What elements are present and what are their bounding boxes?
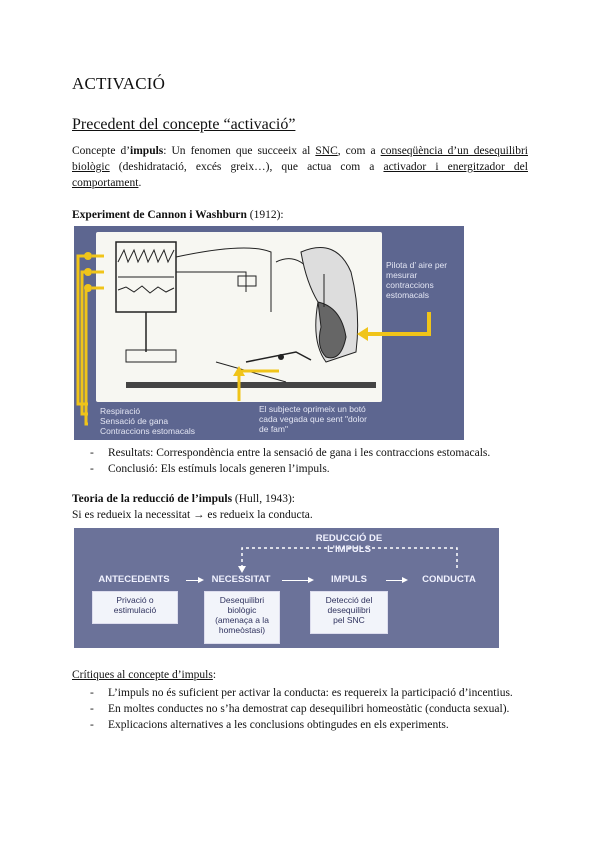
label-subjecte: El subjecte oprimeix un botó cada vegada que sent "dolor de fam" xyxy=(259,404,367,434)
box-impuls: Detecció del desequilibri pel SNC xyxy=(310,591,388,634)
arrow-2 xyxy=(282,580,312,581)
hull-summary: Si es redueix la necessitat → es redueix la conducta. xyxy=(72,509,313,521)
arrow-1 xyxy=(186,580,202,581)
stage-necessitat: NECESSITAT xyxy=(211,574,271,585)
critiques-heading: Crítiques al concepte d’impuls: xyxy=(72,669,217,681)
page-title: ACTIVACIÓ xyxy=(72,74,166,93)
label-pilota: Pilota d’ aire per mesurar contraccions estomacals xyxy=(386,260,448,300)
box-necessitat: Desequilibri biològic (amenaça a la homeòstasi) xyxy=(204,591,280,644)
list-item: - Resultats: Correspondència entre la sensació de gana i les contraccions estomacals. xyxy=(90,445,530,461)
label-legend: Respiració Sensació de gana Contraccions estomacals xyxy=(100,406,195,436)
feedback-loop xyxy=(74,528,499,648)
critiques-list xyxy=(90,685,530,733)
box-antecedents: Privació o estimulació xyxy=(92,591,178,624)
cannon-results-list xyxy=(90,445,530,477)
stage-impuls: IMPULS xyxy=(331,574,367,585)
reduccio-label: REDUCCIÓ DE L’IMPULS xyxy=(315,533,383,555)
hull-heading: Teoria de la reducció de l’impuls (Hull, 1943): xyxy=(72,493,295,505)
intro-paragraph: Concepte d’impuls: Un fenomen que succeeix al SNC, com a conseqüència d’un desequilibri biològic (deshidratació, excés greix…), que actua com a activador i energitzador del comportament. xyxy=(72,145,528,189)
list-item: - Explicacions alternatives a les conclusions obtingudes en els experiments. xyxy=(90,717,530,733)
cannon-heading: Experiment de Cannon i Washburn (1912): xyxy=(72,209,284,221)
arrow-3 xyxy=(386,580,406,581)
list-item: - L’impuls no és suficient per activar la conducta: es requereix la participació d’incentius. xyxy=(90,685,530,701)
cannon-experiment-figure xyxy=(74,226,464,440)
stage-antecedents: ANTECEDENTS xyxy=(98,574,170,585)
list-item: - Conclusió: Els estímuls locals generen l’impuls. xyxy=(90,461,530,477)
hull-drive-reduction-diagram xyxy=(74,528,499,648)
stage-conducta: CONDUCTA xyxy=(422,574,476,585)
section-heading: Precedent del concepte “activació” xyxy=(72,116,296,133)
list-item: - En moltes conductes no s’ha demostrat cap desequilibri homeostàtic (conducta sexual). xyxy=(90,701,530,717)
